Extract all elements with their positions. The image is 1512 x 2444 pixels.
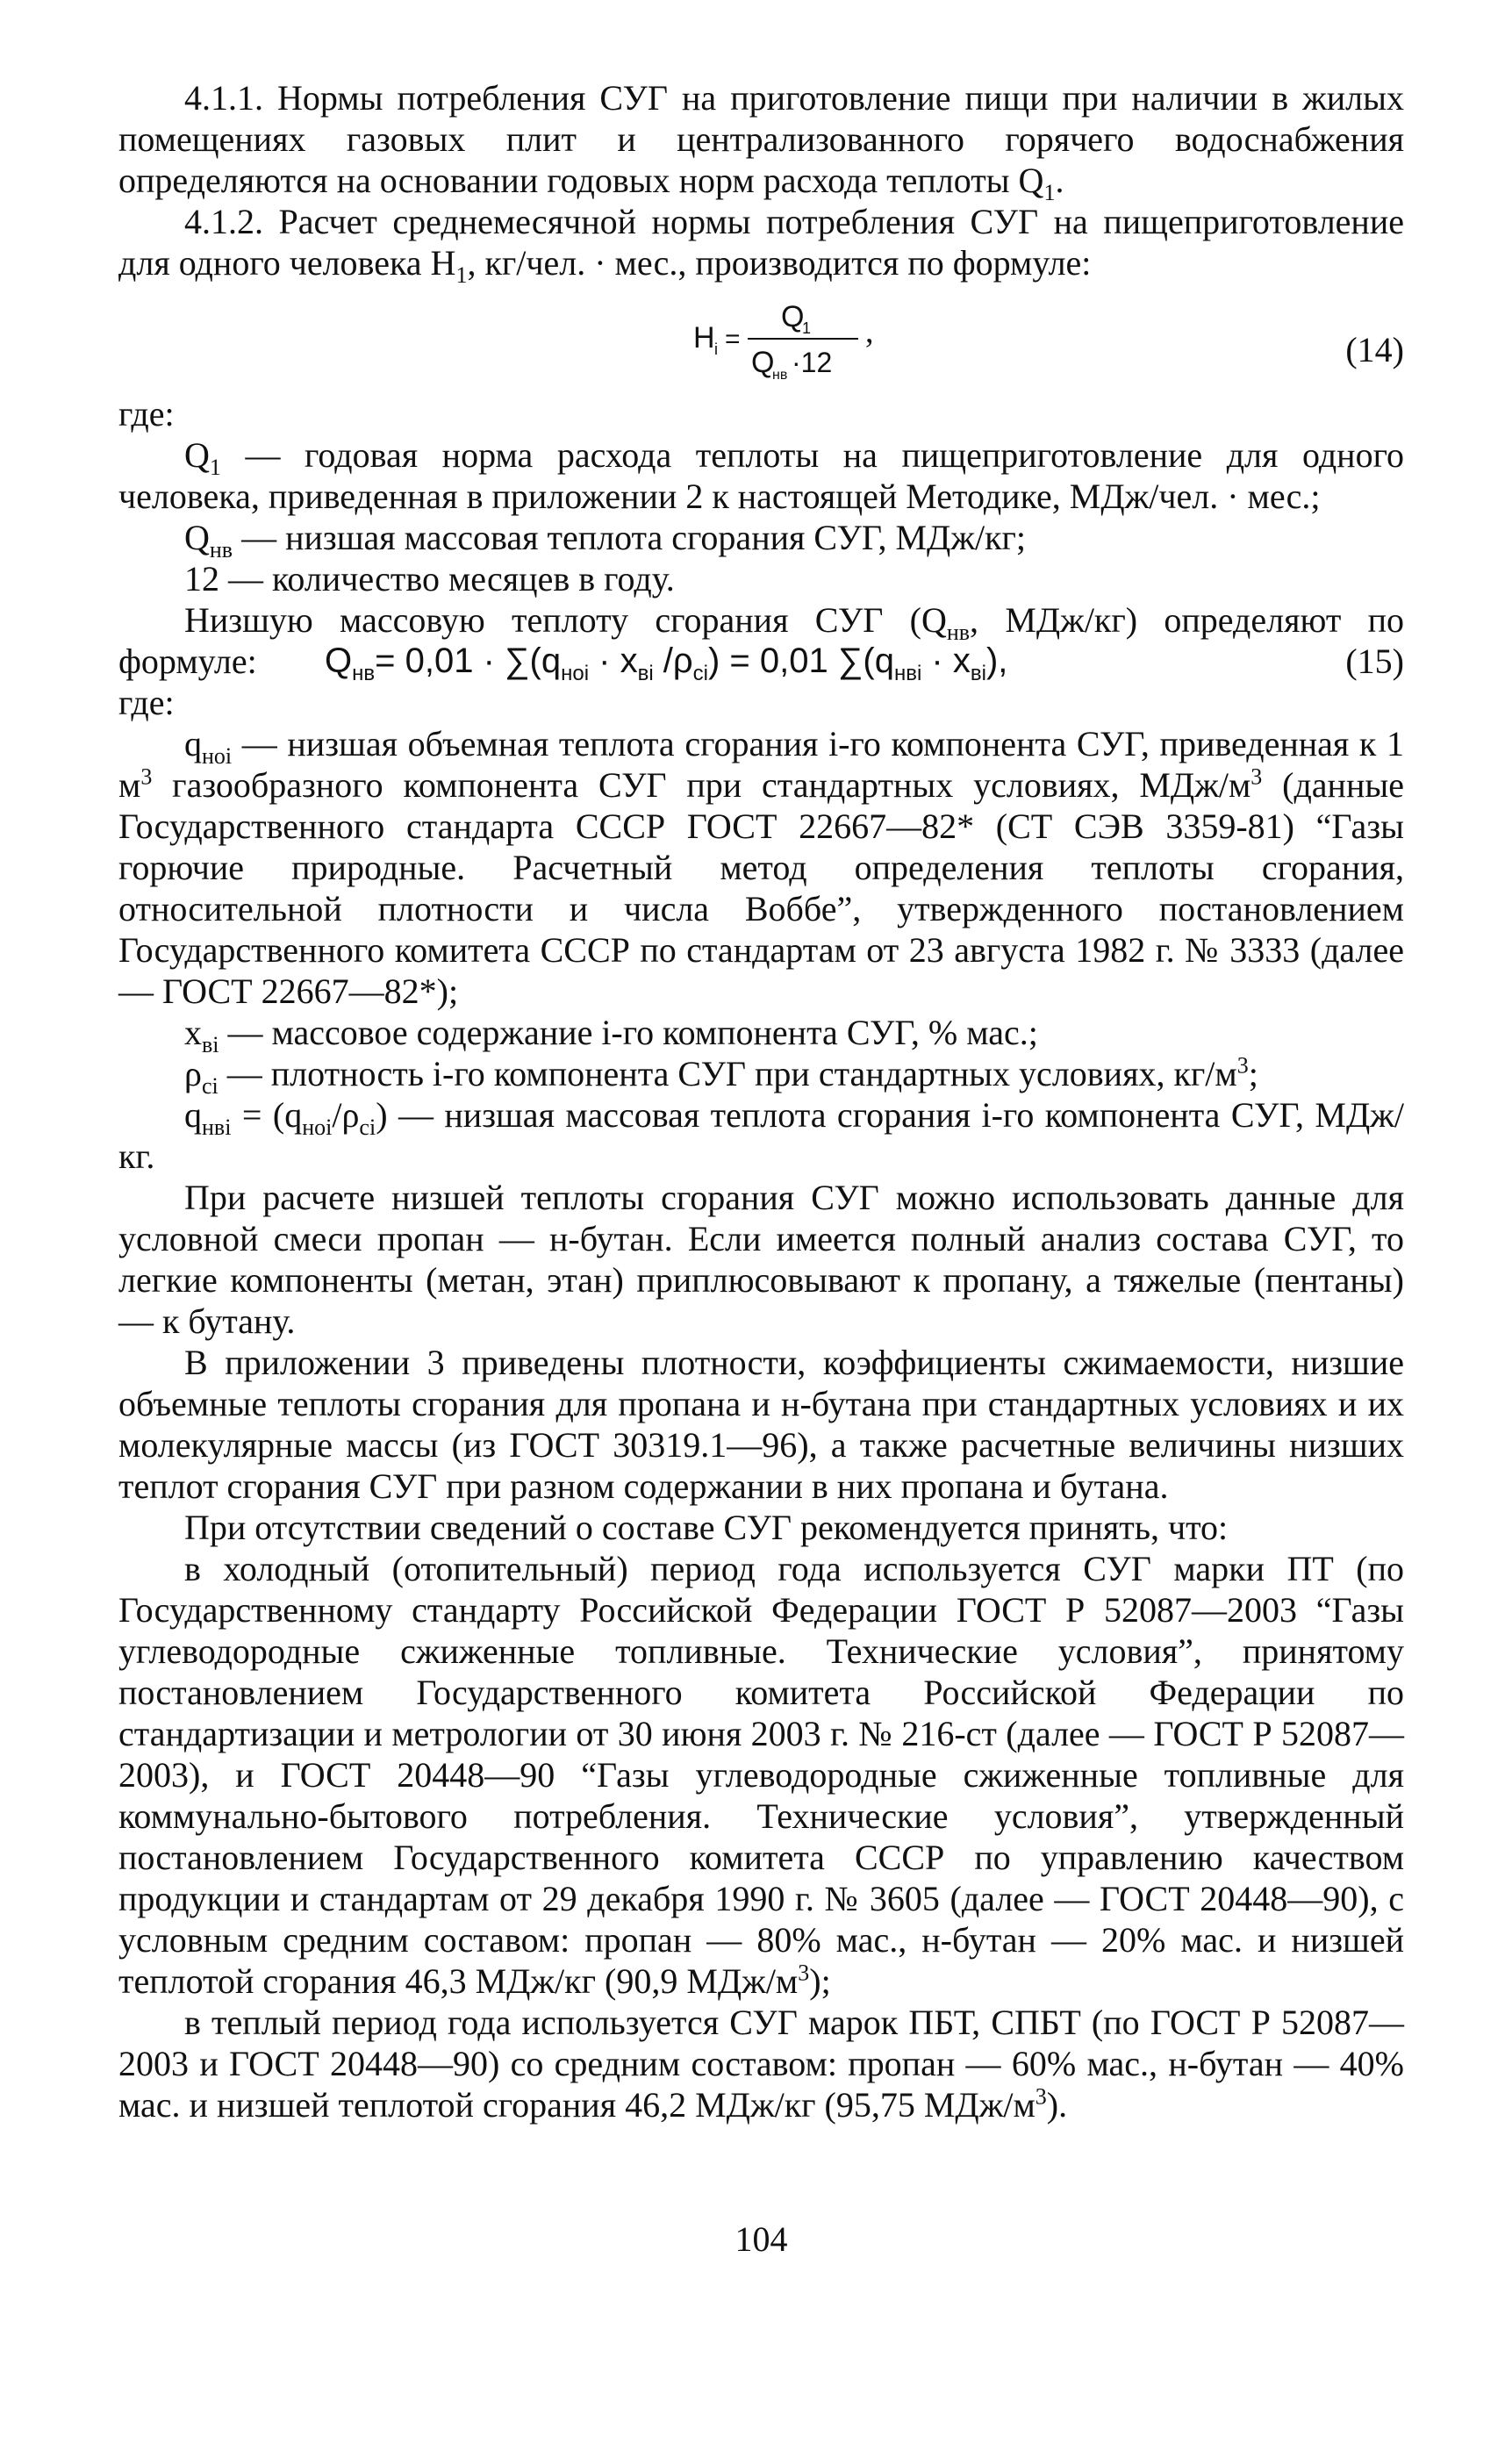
formula-14-eq: = [725,325,741,354]
formula-15-number: (15) [1345,641,1404,681]
definition-qnvi: $q_{нвi} = (q_{нoi}/\rho_{ci})$ — низшая массовая теплота сгорания i-го компонента СУГ, МДж/кг. [118,1095,1404,1176]
paragraph-appendix-3: В приложении 3 приведены плотности, коэффициенты сжимаемости, низшие объемные теплоты сгорания для пропана и н-бутана при стандартных условиях и их молекулярные массы (из ГОСТ 30319.1—96), а также расчетные величины низших теплот сгорания СУГ при разном содержании в них пропана и бутана. [118,1343,1404,1506]
definition-q1: $Q_1$ — годовая норма расхода теплоты на пищеприготовление для одного человека, приведенная в приложении 2 к настоящей Методике, МДж/чел. · мес.; [118,435,1404,516]
paragraph-warm-period: в теплый период года используется СУГ марок ПБТ, СПБТ (по ГОСТ Р 52087—2003 и ГОСТ 20448—90) со средним составом: пропан — 60% мас., н-бутан — 40% мас. и низшей теплотой сгорания 46,2 МДж/кг (95,75 МДж/$м^3$). [118,2003,1404,2125]
formula-14-lhs-sub: i [714,340,718,358]
definition-xvi: $x_{вi}$ — массовое содержание i-го компонента СУГ, % мас.; [184,1013,1038,1057]
paragraph-4-1-2: 4.1.2. Расчет среднемесячной нормы потребления СУГ на пищеприготовление для одного человека $Н_1$, кг/чел. · мес., производится по формуле: [118,202,1404,288]
formula-14-denominator: Q [751,346,775,379]
formula-14-numerator: Q [781,300,805,333]
paragraph-no-data: При отсутствии сведений о составе СУГ рекомендуется принять, что: [184,1508,1229,1547]
document-page [118,77,1404,2259]
formula-14 [118,283,1404,393]
paragraph-mixture: При расчете низшей теплоты сгорания СУГ можно использовать данные для условной смеси пропан — н-бутан. Если имеется полный анализ состава СУГ, то легкие компоненты (метан, этан) приплюсовывают к пропану, а тяжелые (пентаны) — к бутану. [118,1178,1404,1341]
formula-14-fraction [693,288,895,384]
paragraph-cold-period: в холодный (отопительный) период года используется СУГ марки ПТ (по Государственному стандарту Российской Федерации ГОСТ Р 52087—2003 “Газы углеводородные сжиженные топливные. Технические условия”, принятому постановлением Государственного комитета Российской Федерации по стандартизации и метрологии от 30 июня 2003 г. № 216-ст (далее — ГОСТ Р 52087—2003), и ГОСТ 20448—90 “Газы углеводородные сжиженные топливные для коммунально-бытового потребления. Технические условия”, утвержденный постановлением Государственного комитета СССР по управлению качеством продукции и стандартам от 29 декабря 1990 г. № 3605 (далее — ГОСТ 20448—90), с условным средним составом: пропан — 80% мас., н-бутан — 20% мас. и низшей теплотой сгорания 46,3 МДж/кг (90,9 МДж/$м^3$); [118,1549,1404,2001]
formula-14-denominator-sub: нв [772,368,788,383]
paragraph-4-1-1: 4.1.1. Нормы потребления СУГ на приготовление пищи при наличии в жилых помещениях газовых плит и централизованного горячего водоснабжения определяются на основании годовых норм расхода теплоты $Q_1$. [118,78,1404,205]
formula-14-denominator-rest: ·12 [792,347,833,378]
paragraph-qnv-intro: Низшую массовую теплоту сгорания СУГ ($Q_{нв}$, МДж/кг) определяют по формуле: [118,600,1404,681]
formula-15 [118,641,1404,685]
where-label-1: где: [118,394,175,434]
formula-14-numerator-sub: 1 [802,319,812,337]
page-number: 104 [735,2219,788,2259]
formula-14-comma: , [865,313,874,350]
formula-14-lhs: H [693,321,715,355]
formula-15-expression: $Q_{нв}= 0,01 \cdot \sum(q_{нoi} \cdot x_{вi}$ $/\rho_{ci}) = 0,01$ $\sum(q_{нвi} \cdot x_{вi})$, [325,641,1008,685]
formula-14-number: (14) [1345,330,1404,369]
where-label-2: где: [118,683,175,722]
definition-12: 12 — количество месяцев в году. [184,559,675,598]
definition-qnv: $Q_{нв}$ — низшая массовая теплота сгорания СУГ, МДж/кг; [184,518,1027,563]
definition-rho: $\rho_{ci}$ — плотность i-го компонента СУГ при стандартных условиях, $кг/м^3$; [184,1052,1258,1099]
definition-qnoi: $q_{нoi}$ — низшая объемная теплота сгорания i-го компонента СУГ, приведенная к 1 $м^3$ газообразного компонента СУГ при стандартных условиях, МДж/$м^3$ (данные Государственного стандарта СССР ГОСТ 22667—82* (СТ СЭВ 3359-81) “Газы горючие природные. Расчетный метод определения теплоты сгорания, относительной плотности и числа Воббе”, утвержденного постановлением Государственного комитета СССР по стандартам от 23 августа 1982 г. № 3333 (далее — ГОСТ 22667—82*); [118,724,1404,1011]
